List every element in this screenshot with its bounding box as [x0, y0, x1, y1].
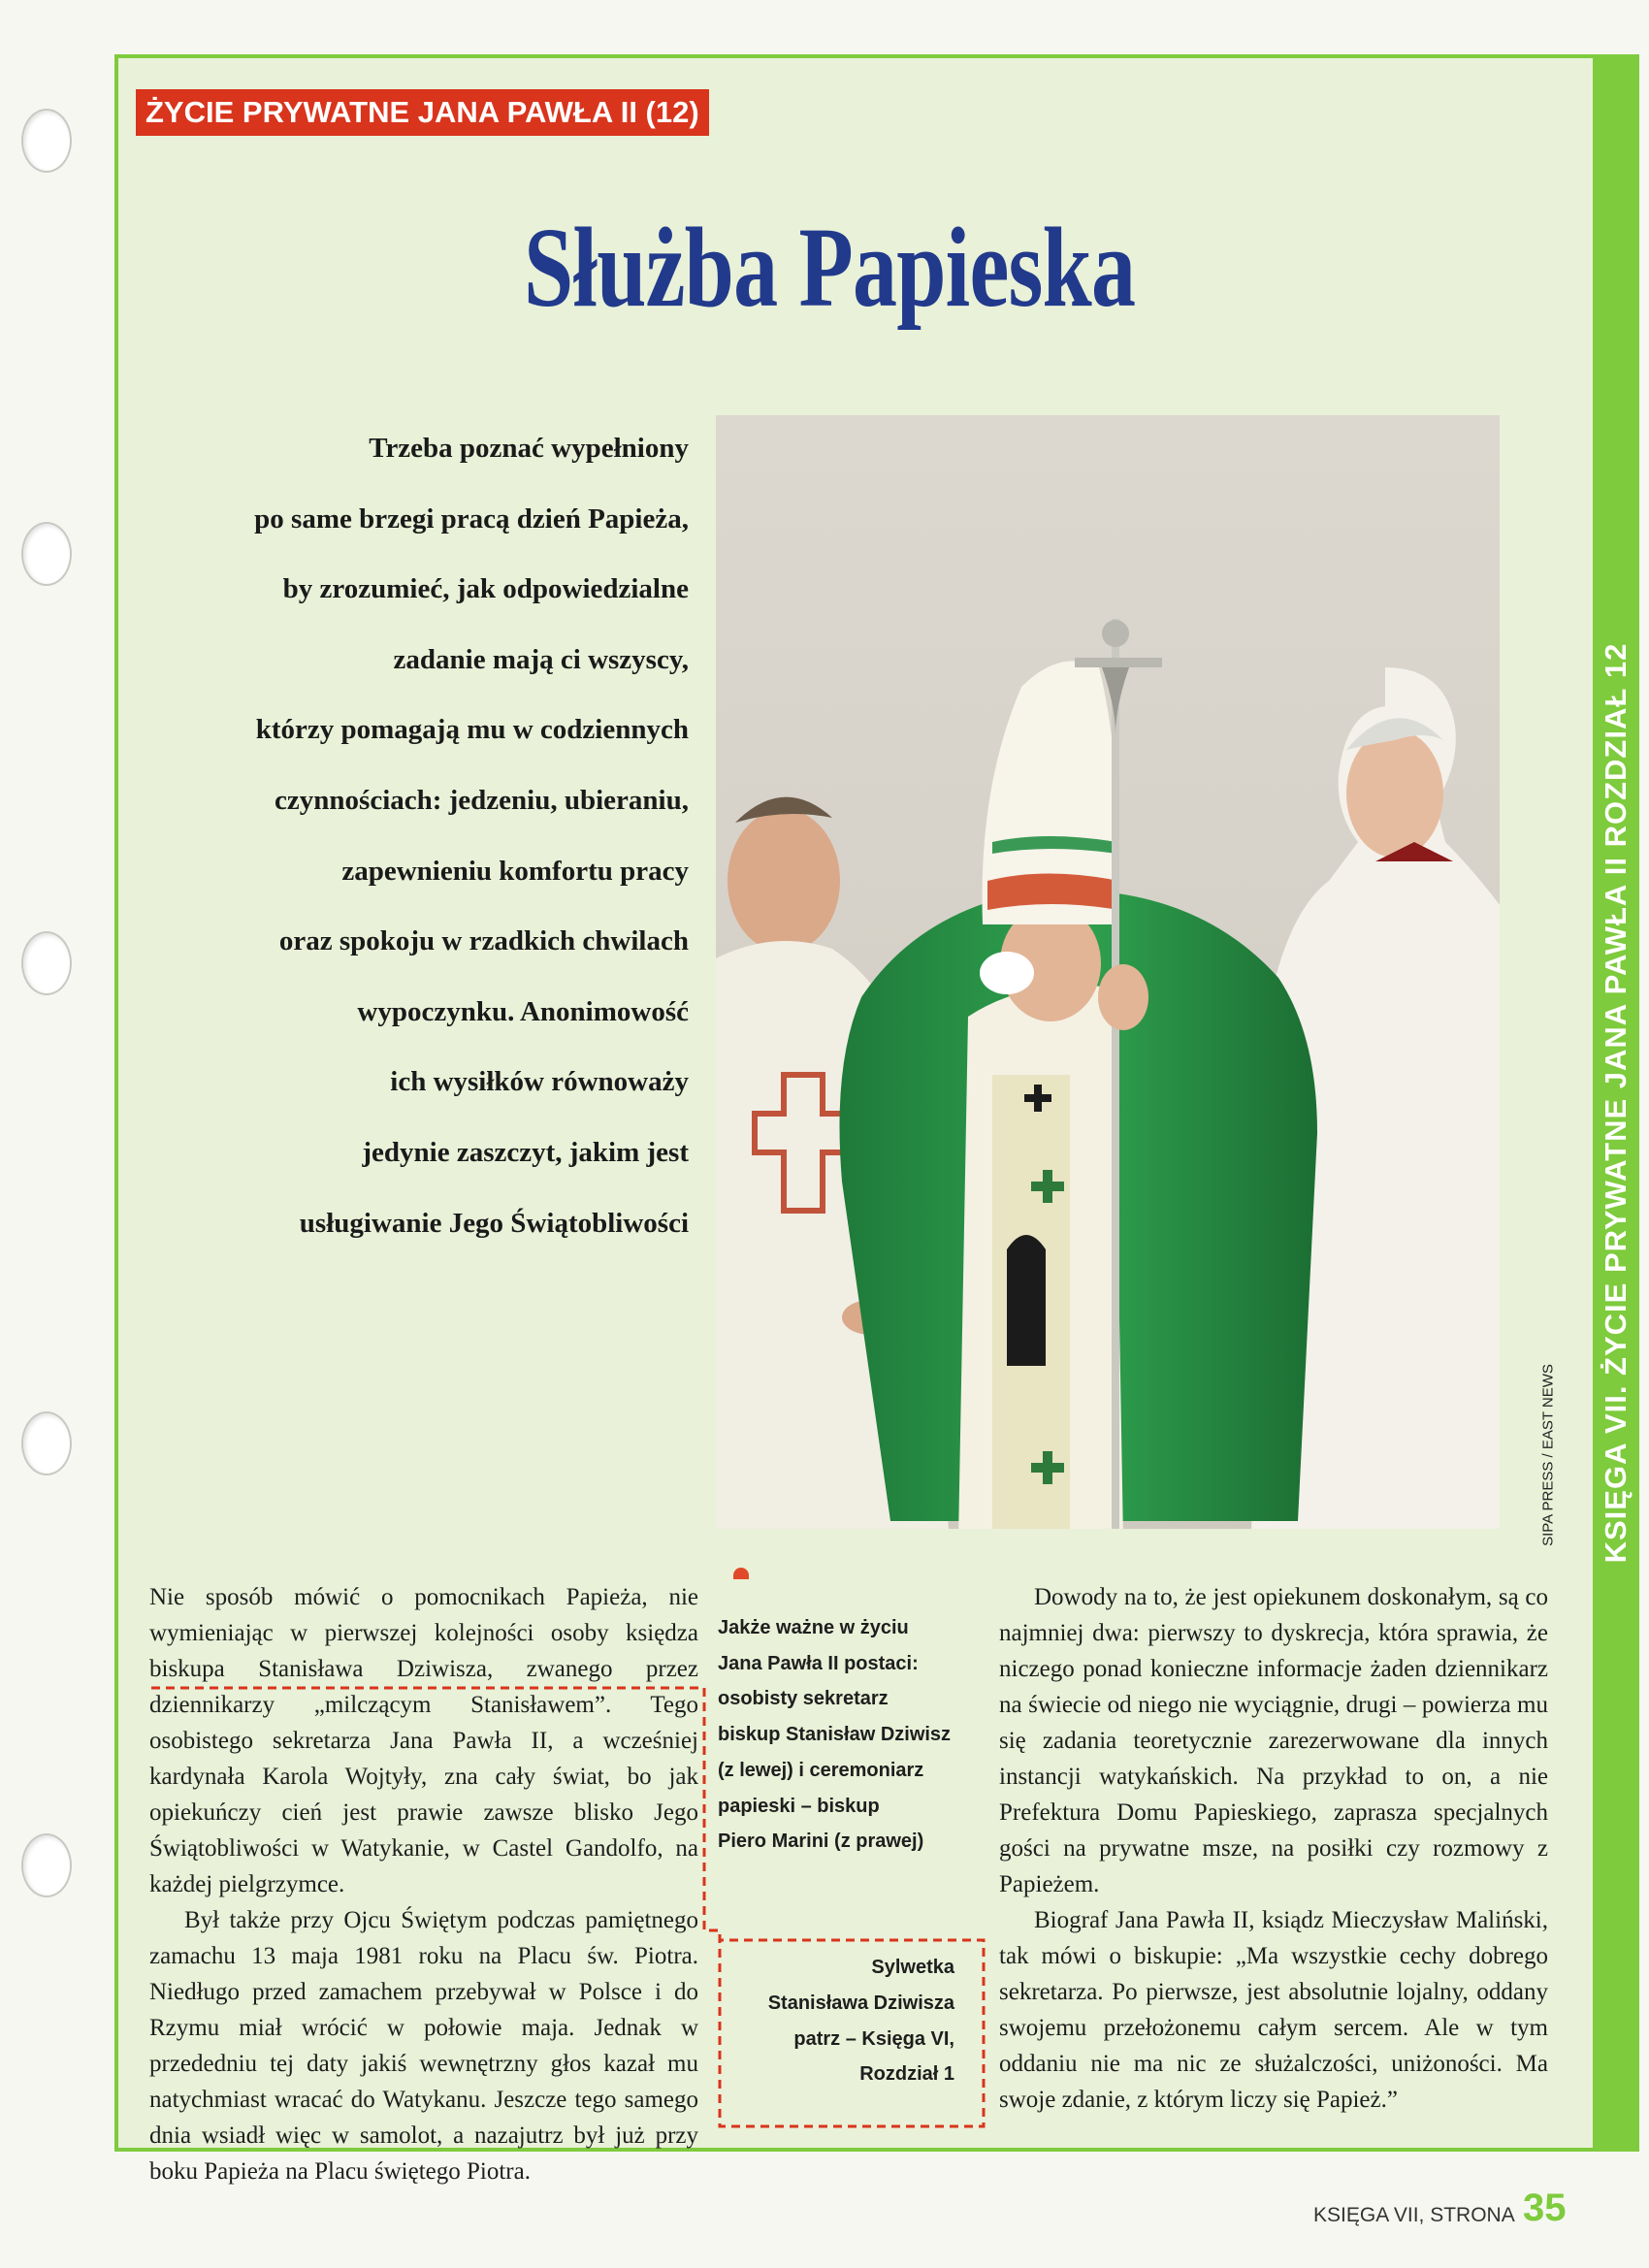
lead-line: by zrozumieć, jak odpowiedzialne	[282, 573, 689, 605]
footer-label: KSIĘGA VII, STRONA	[1313, 2204, 1515, 2226]
caption-line: biskup Stanisław Dziwisz	[718, 1724, 952, 1746]
body-column-right	[999, 1579, 1548, 2118]
body-paragraph: Biograf Jana Pawła II, ksiądz Mieczysław Maliński, tak mówi o biskupie: „Ma wszystkie cechy dobrego sekretarza. Po pierwsze, jest absolutnie lojalny, oddany swojemu przełożonemu całym sercem. Ale w tym oddaniu nie ma nic ze służalczości, uniżoności. Ma swoje zdanie, z którym liczy się Papież.”	[999, 1907, 1548, 2113]
lead-line: usługiwanie Jego Świątobliwości	[299, 1207, 689, 1239]
reference-line: Stanisława Dziwisza	[767, 1992, 954, 2014]
lead-line: po same brzegi pracą dzień Papieża,	[254, 502, 689, 535]
lead-line: zapewnieniu komfortu pracy	[341, 855, 689, 887]
lead-line: czynnościach: jedzeniu, ubieraniu,	[275, 784, 689, 816]
caption-marker	[733, 1568, 749, 1579]
cross-reference-box	[720, 1940, 984, 2126]
lead-line: wypoczynku. Anonimowość	[357, 995, 689, 1027]
caption-line: Jakże ważne w życiu	[718, 1617, 909, 1638]
lead-line: jedynie zaszczyt, jakim jest	[362, 1136, 689, 1168]
series-label: ŻYCIE PRYWATNE JANA PAWŁA II (12)	[136, 89, 709, 136]
caption-line: Piero Marini (z prawej)	[718, 1831, 924, 1853]
reference-line: patrz – Księga VI,	[793, 2027, 954, 2050]
lead-line: Trzeba poznać wypełniony	[369, 433, 689, 464]
spine-label: KSIĘGA VII. ŻYCIE PRYWATNE JANA PAWŁA II ROZDZIAŁ 12	[1599, 642, 1633, 1564]
reference-line: Sylwetka	[871, 1957, 954, 1978]
lead-line: którzy pomagają mu w codziennych	[255, 714, 689, 746]
caption-line: osobisty sekretarz	[718, 1688, 889, 1710]
photo-credit: SIPA PRESS / EAST NEWS	[1539, 1364, 1557, 1546]
lead-line: ich wysiłków równoważy	[390, 1066, 689, 1098]
photo-caption	[718, 1610, 980, 1860]
page-title: Służba Papieska	[524, 204, 1136, 331]
caption-line: (z lewej) i ceremoniarz	[718, 1759, 924, 1781]
caption-line: papieski – biskup	[718, 1795, 880, 1817]
body-paragraph: Dowody na to, że jest opiekunem doskonałym, są co najmniej dwa: pierwszy to dyskrecja, która sprawia, że niczego ponad konieczne informacje żaden dziennikarz na świecie od niego nie wyciągnie, drugi – powierza mu się zadania teoretycznie zarezerwowane dla innych instancji watykańskich. Na przykład to on, a nie Prefektura Domu Papieskiego, zaprasza specjalnych gości na prywatne msze, na posiłki czy rozmowy z Papieżem.	[999, 1584, 1548, 1897]
lead-line: oraz spokoju w rzadkich chwilach	[278, 925, 689, 957]
body-paragraph: Był także przy Ojcu Świętym podczas pamiętnego zamachu 13 maja 1981 roku na Placu św. Piotra. Niedługo przed zamachem przebywał w Polsce i do Rzymu miał wrócić w połowie maja. Jednak w przededniu tej daty jakiś wewnętrzny głos kazał mu natychmiast wracać do Watykanu. Jeszcze tego samego dnia wsiadł więc w samolot, a nazajutrz był już przy boku Papieża na Placu świętego Piotra.	[149, 1907, 698, 2185]
body-paragraph: Nie sposób mówić o pomocnikach Papieża, nie wymieniając w pierwszej kolejności osoby księdza biskupa Stanisława Dziwisza, zwanego przez dziennikarzy „milczącym Stanisławem”. Tego osobistego sekretarza Jana Pawła II, a wcześniej kardynała Karola Wojtyły, zna cały świat, bo jak opiekuńczy cień jest prawie zawsze blisko Jego Świątobliwości w Watykanie, w Castel Gandolfo, na każdej pielgrzymce.	[149, 1584, 698, 1897]
reference-line: Rozdział 1	[859, 2063, 954, 2086]
page-number: 35	[1523, 2187, 1567, 2229]
caption-line: Jana Pawła II postaci:	[718, 1652, 919, 1674]
lead-line: zadanie mają ci wszyscy,	[393, 643, 689, 675]
